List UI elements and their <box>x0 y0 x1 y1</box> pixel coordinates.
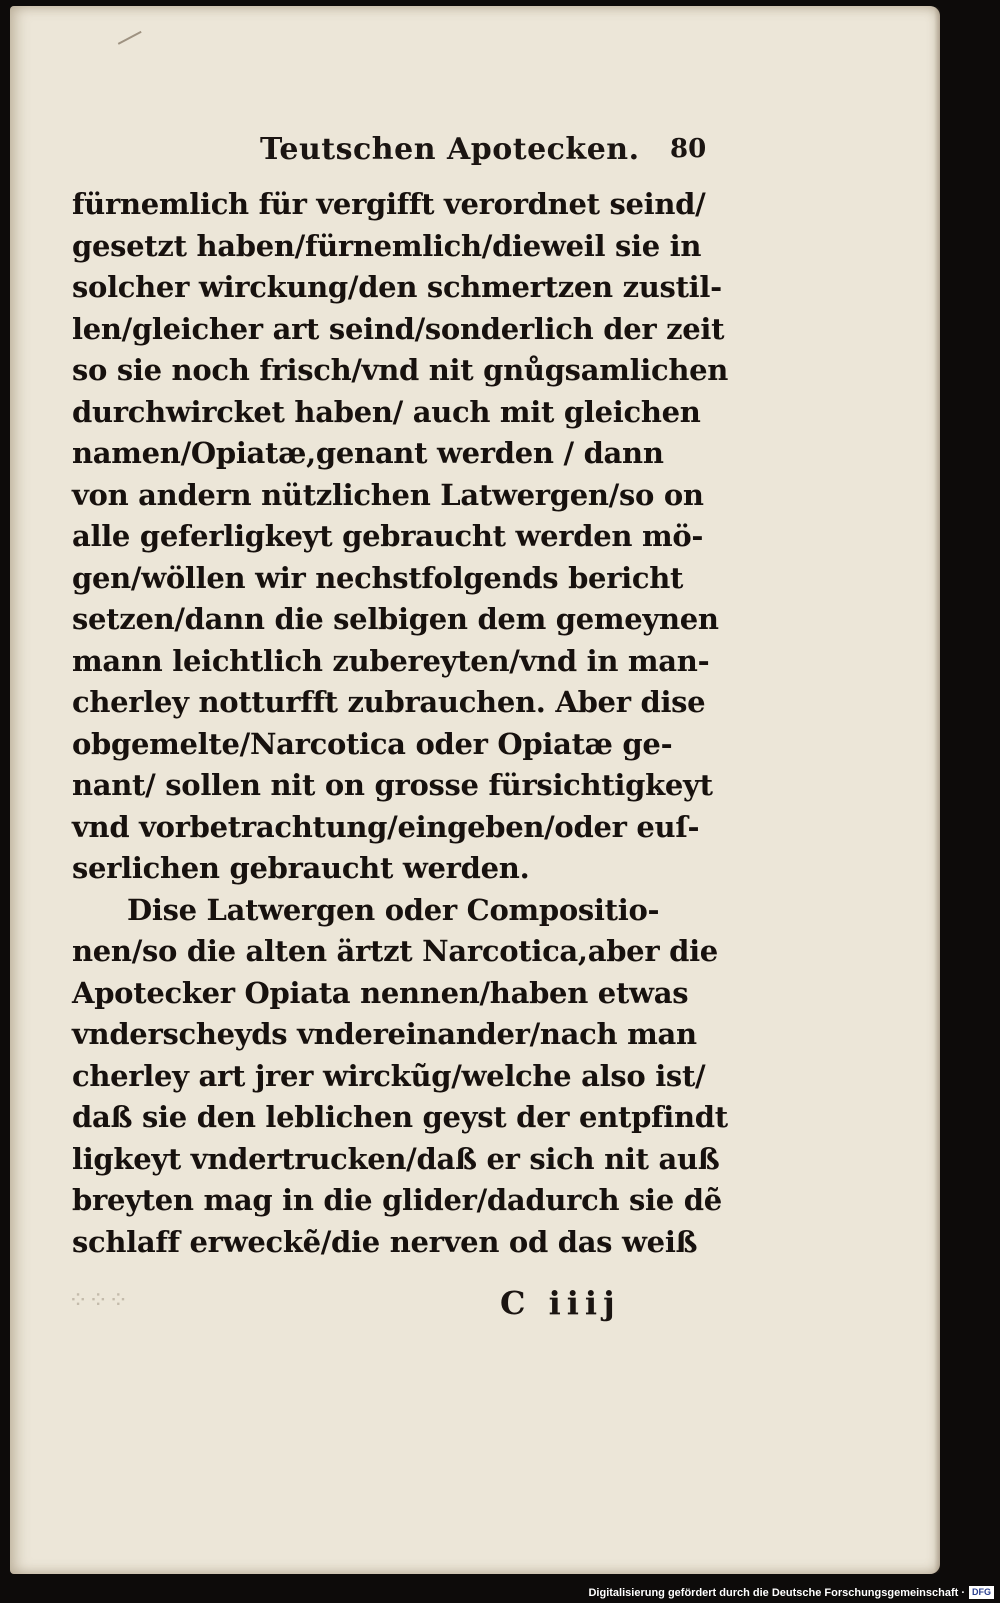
text-line: so sie noch frisch/vnd nit gnůgsamlichen <box>72 353 729 387</box>
text-line: nant/ sollen nit on grosse fürsichtigkeyt <box>72 768 713 802</box>
text-line: vnderscheyds vndereinander/nach man <box>72 1017 697 1051</box>
text-line: solcher wirckung/den schmertzen zustil- <box>72 270 722 304</box>
dfg-logo: DFG <box>969 1586 994 1599</box>
page-header <box>10 132 940 176</box>
text-line: cherley notturfft zubrauchen. Aber dise <box>72 685 706 719</box>
credit-text: Digitalisierung gefördert durch die Deutsche Forschungsgemeinschaft · <box>588 1586 965 1599</box>
text-line: gesetzt haben/fürnemlich/dieweil sie in <box>72 228 702 263</box>
text-line: daß sie den leblichen geyst der entpfindt <box>72 1100 728 1134</box>
text-line: serlichen gebraucht werden. <box>72 851 530 885</box>
text-line: namen/Opiatæ,genant werden / dann <box>72 436 664 470</box>
ink-smudge: ⁘⁘⁘ <box>68 1286 129 1314</box>
book-page <box>10 6 940 1574</box>
corner-pencil-mark <box>118 31 148 57</box>
paragraph-start-line: Dise Latwergen oder Compositio- <box>127 892 660 927</box>
text-line: von andern nützlichen Latwergen/so on <box>72 477 704 512</box>
text-line: ligkeyt vndertrucken/daß er sich nit auß <box>72 1141 720 1176</box>
text-line: durchwircket haben/ auch mit gleichen <box>72 394 701 429</box>
text-line: obgemelte/Narcotica oder Opiatæ ge- <box>72 726 673 761</box>
text-line: gen/wöllen wir nechstfolgends bericht <box>72 560 684 595</box>
running-head: Teutschen Apotecken. <box>260 132 640 167</box>
text-line: vnd vorbetrachtung/eingeben/oder euſ- <box>72 809 700 844</box>
digitization-credit <box>588 1586 994 1599</box>
text-line: alle geferligkeyt gebraucht werden mö- <box>72 519 704 553</box>
text-line: mann leichtlich zubereyten/vnd in man- <box>72 643 710 678</box>
text-line: cherley art jrer wirckũg/welche also ist/ <box>72 1058 706 1093</box>
page-edge-shadow <box>934 6 940 1574</box>
body-text <box>72 184 762 1263</box>
text-line: Apotecker Opiata nennen/haben etwas <box>72 975 689 1010</box>
text-line: len/gleicher art seind/sonderlich der zeit <box>72 311 725 346</box>
text-line: breyten mag in die glider/dadurch sie dẽ <box>72 1183 722 1217</box>
text-line: setzen/dann die selbigen dem gemeynen <box>72 602 719 636</box>
text-line: nen/so die alten ärtzt Narcotica,aber die <box>72 934 718 968</box>
text-line: schlaff erweckẽ/die nerven od das weiß <box>72 1224 698 1259</box>
page-footer <box>10 1284 940 1324</box>
text-line: fürnemlich für vergifft verordnet seind/ <box>72 187 706 221</box>
signature-mark: C iiij <box>500 1284 621 1322</box>
folio-number: 80 <box>670 134 707 164</box>
